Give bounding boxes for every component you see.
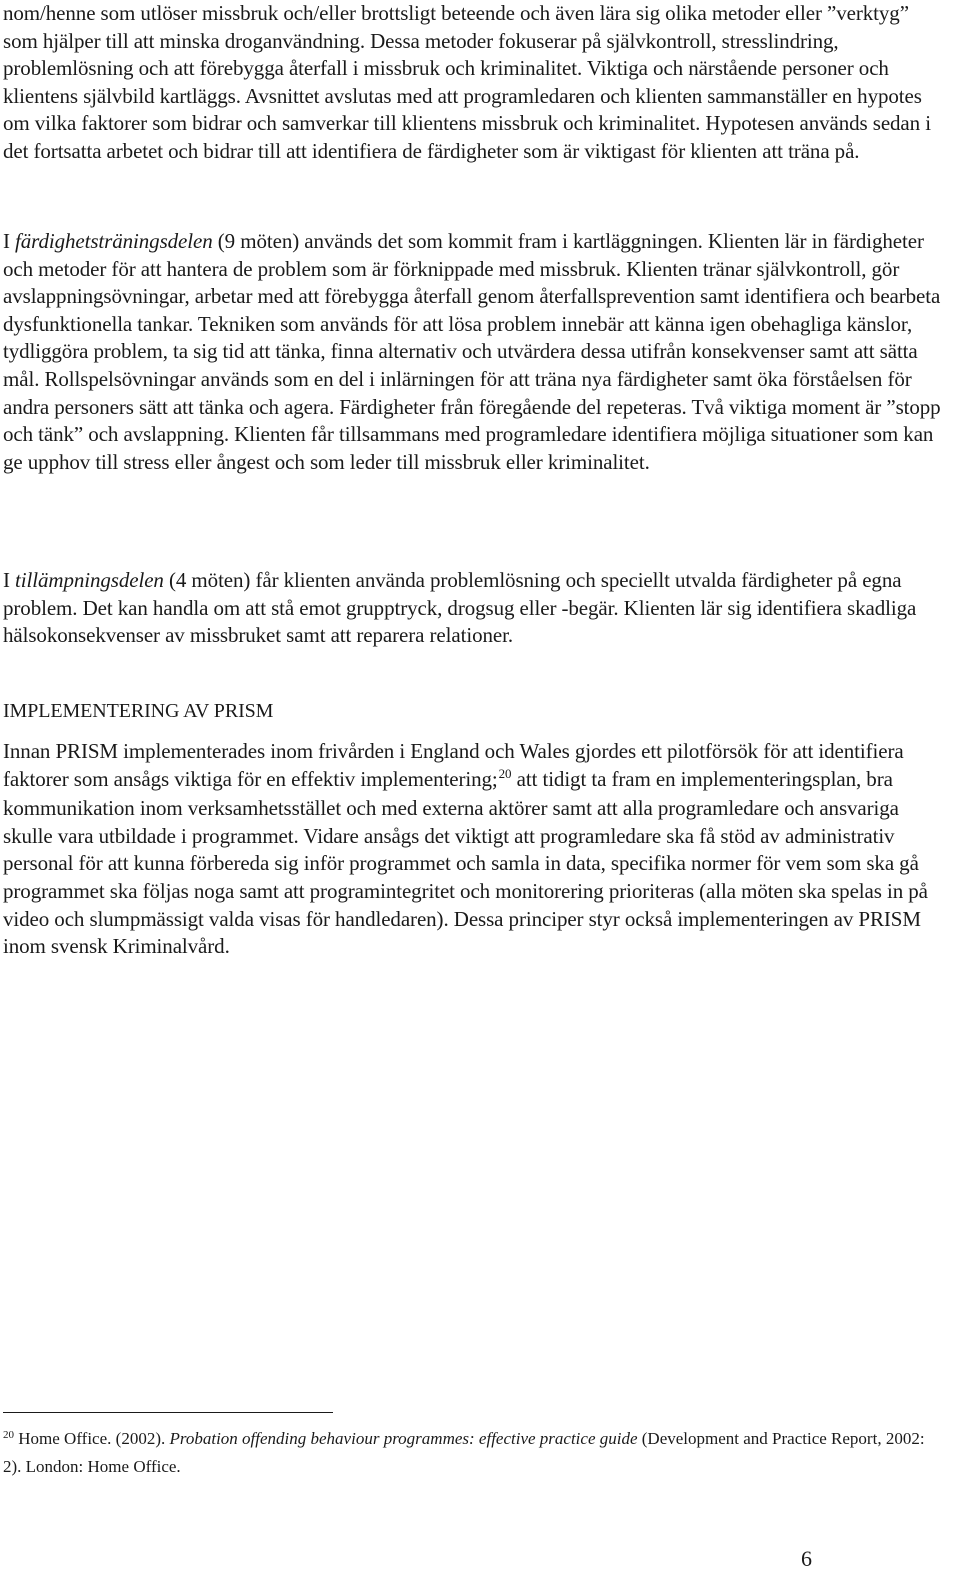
body-paragraph-1 — [3, 0, 943, 166]
paragraph-text: Innan PRISM implementerades inom frivården i England och Wales gjordes ett pilotförsök för att identifiera faktorer som ansågs viktiga för en effektiv implementering; — [3, 739, 904, 791]
footnote-text: (Development and Practice Report, 2002: 2). London: Home Office. — [3, 1429, 925, 1476]
footnote-reference[interactable]: 20 — [498, 765, 512, 781]
emphasized-term: tillämpningsdelen — [15, 568, 164, 592]
paragraph-text: (9 möten) används det som kommit fram i kartläggningen. Klienten lär in färdigheter och metoder för att hantera de problem som är förknippade med missbruk. Klienten tränar självkontroll, gör avslappningsövningar, arbetar med att förebygga återfall genom återfallsprevention samt identifiera och bearbeta dysfunktionella tankar. Tekniken som används för att lösa problem innebär att känna igen obehagliga känslor, tydliggöra problem, ta sig tid att tänka, finna alternativ och utvärdera dessa utifrån konsekvenser samt att sätta mål. Rollspelsövningar används som en del i inlärningen för att träna nya färdigheter samt öka förståelsen för andra personers sätt att tänka och agera. Färdigheter från föregående del repeteras. Två viktiga moment är ”stopp och tänk” och avslappning. Klienten får tillsammans med programledare identifiera möjliga situationer som kan ge upphov till stress eller ångest och som leder till missbruk eller kriminalitet. — [3, 229, 941, 474]
footnote-text: Home Office. (2002). — [14, 1429, 170, 1448]
paragraph-text: att tidigt ta fram en implementeringsplan, bra kommunikation inom verksamhetsstället och med externa aktörer samt att alla programledare och ansvariga skulle vara utbildade i programmet. Vidare ansågs det viktigt att programledare ska få stöd av administrativ personal för att kunna förbereda sig inför programmet och samla in data, specifika normer för vem som ska gå programmet ska följas noga samt att programintegritet och monitorering prioriteras (alla möten ska spelas in på video och slumpmässigt valda visas för handledaren). Dessa principer styr också implementeringen av PRISM inom svensk Kriminalvård. — [3, 766, 928, 959]
body-paragraph-2 — [3, 228, 943, 476]
body-paragraph-4 — [3, 738, 943, 961]
paragraph-text: I — [3, 568, 16, 592]
page-number: 6 — [801, 1546, 812, 1571]
paragraph-text: I — [3, 229, 16, 253]
footnote-separator — [3, 1412, 333, 1413]
paragraph-text: nom/henne som utlöser missbruk och/eller brottsligt beteende och även lära sig olika metoder eller ”verktyg” som hjälper till att minska droganvändning. Dessa metoder fokuserar på självkontroll, stresslindring, problemlösning och att förebygga återfall i missbruk och kriminalitet. Viktiga och närstående personer och klientens självbild kartläggs. Avsnittet avslutas med att programledaren och klienten sammanställer en hypotes om vilka faktorer som bidrar och samverkar till klientens missbruk och kriminalitet. Hypotesen används sedan i det fortsatta arbetet och bidrar till att identifiera de färdigheter som är viktigast för klienten att träna på. — [3, 1, 931, 163]
footnote — [3, 1426, 943, 1479]
body-paragraph-3 — [3, 567, 943, 650]
paragraph-text: (4 möten) får klienten använda problemlösning och speciellt utvalda färdigheter på egna problem. Det kan handla om att stå emot grupptryck, drogsug eller -begär. Klienten lär sig identifiera skadliga hälsokonsekvenser av missbruket samt att reparera relationer. — [3, 568, 917, 648]
footnote-title: Probation offending behaviour programmes: effective practice guide — [169, 1429, 638, 1448]
emphasized-term: färdighetsträningsdelen — [15, 229, 213, 253]
section-heading: IMPLEMENTERING AV PRISM — [3, 700, 274, 722]
footnote-number: 20 — [3, 1429, 14, 1441]
